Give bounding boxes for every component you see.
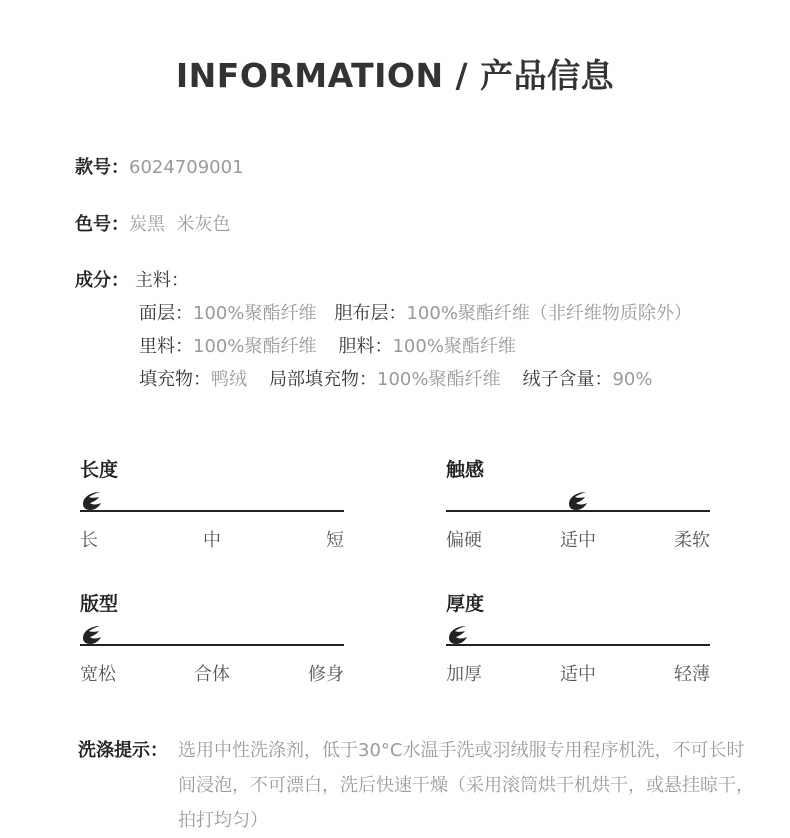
feather-marker-icon xyxy=(446,624,470,646)
fit-scale-line xyxy=(80,644,344,646)
touch-scale xyxy=(446,458,710,550)
care-label: 洗涤提示： xyxy=(78,740,168,761)
down-proof-value: 100%聚酯纤维（非纤维物质除外） xyxy=(406,303,692,324)
inner-value: 100%聚酯纤维 xyxy=(392,336,516,357)
partial-filling-value: 100%聚酯纤维 xyxy=(377,369,501,390)
fit-scale xyxy=(80,592,344,684)
touch-scale-track xyxy=(446,482,710,522)
fit-label-slim: 修身 xyxy=(308,664,344,685)
thickness-label-thick: 加厚 xyxy=(446,664,482,685)
touch-label-moderate: 适中 xyxy=(560,530,596,551)
color-label: 色号： xyxy=(75,214,129,235)
length-label-medium: 中 xyxy=(203,530,221,551)
filling-value: 鸭绒 xyxy=(211,369,247,390)
thickness-label-moderate: 适中 xyxy=(560,664,596,685)
touch-label-stiff: 偏硬 xyxy=(446,530,482,551)
down-content-value: 90% xyxy=(612,369,653,390)
thickness-scale-labels xyxy=(446,660,710,684)
main-material-label: 主料： xyxy=(135,270,189,291)
inner-label: 胆料： xyxy=(338,336,393,357)
fit-label-loose: 宽松 xyxy=(80,664,116,685)
feather-marker-icon xyxy=(80,624,104,646)
thickness-scale-title: 厚度 xyxy=(446,593,485,615)
fit-scale-title: 版型 xyxy=(80,593,119,615)
composition-label: 成分： xyxy=(75,270,129,291)
composition-line-3 xyxy=(139,368,652,392)
thickness-scale-track xyxy=(446,616,710,656)
down-proof-label: 胆布层： xyxy=(334,303,407,324)
length-label-short: 短 xyxy=(326,530,344,551)
style-number-label: 款号： xyxy=(75,157,129,178)
composition-row xyxy=(75,269,189,293)
care-text: 选用中性洗涤剂，低于30°C水温手洗或羽绒服专用程序机洗，不可长时间浸泡，不可漂白，洗后快速干燥（采用滚筒烘干机烘干，或悬挂晾干，拍打均匀） xyxy=(178,740,754,831)
composition-line-1 xyxy=(139,302,692,326)
fit-label-regular: 合体 xyxy=(194,664,230,685)
page-title: INFORMATION / 产品信息 xyxy=(175,56,615,95)
feather-marker-icon xyxy=(566,490,590,512)
length-label-long: 长 xyxy=(80,530,98,551)
partial-filling-label: 局部填充物： xyxy=(269,369,377,390)
thickness-scale-line xyxy=(446,644,710,646)
length-scale-line xyxy=(80,510,344,512)
touch-scale-labels xyxy=(446,526,710,550)
color-row xyxy=(75,213,230,237)
thickness-label-light: 轻薄 xyxy=(674,664,710,685)
lining-value: 100%聚酯纤维 xyxy=(193,336,317,357)
touch-scale-title: 触感 xyxy=(446,459,485,481)
length-scale-title: 长度 xyxy=(80,459,119,481)
shell-label: 面层： xyxy=(139,303,193,324)
shell-value: 100%聚酯纤维 xyxy=(193,303,317,324)
style-number-row xyxy=(75,156,244,180)
fit-scale-labels xyxy=(80,660,344,684)
color-value: 炭黑 米灰色 xyxy=(129,214,231,235)
feather-marker-icon xyxy=(80,490,104,512)
fit-scale-track xyxy=(80,616,344,656)
style-number-value: 6024709001 xyxy=(129,157,244,178)
care-instructions xyxy=(78,733,758,838)
lining-label: 里料： xyxy=(139,336,193,357)
filling-label: 填充物： xyxy=(139,369,211,390)
thickness-scale xyxy=(446,592,710,684)
touch-label-soft: 柔软 xyxy=(674,530,710,551)
length-scale-track xyxy=(80,482,344,522)
down-content-label: 绒子含量： xyxy=(522,369,613,390)
length-scale-labels xyxy=(80,526,344,550)
length-scale xyxy=(80,458,344,550)
composition-line-2 xyxy=(139,335,516,359)
